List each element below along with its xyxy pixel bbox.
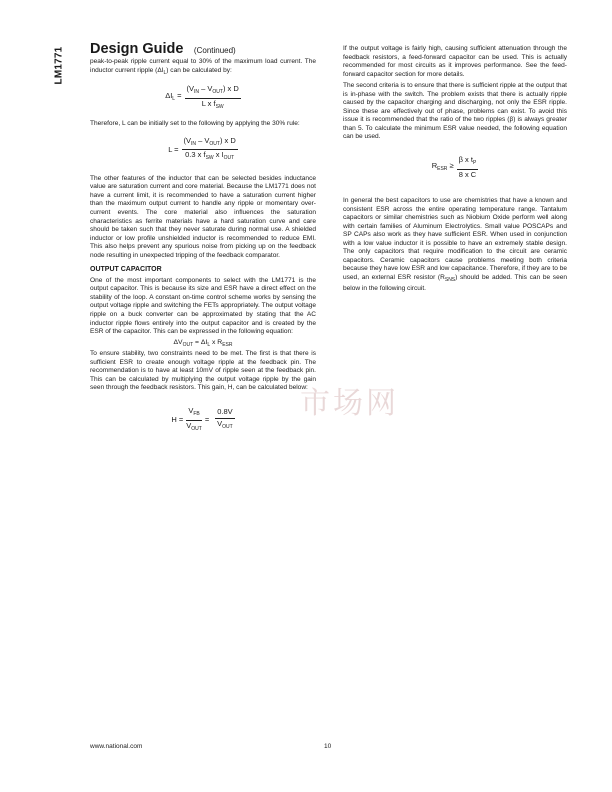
page-number: 10 xyxy=(324,743,332,750)
eq-equals: = xyxy=(204,414,210,424)
equation-inductance xyxy=(90,137,316,163)
section-title: Design Guide xyxy=(90,41,184,57)
equation-min-esr xyxy=(343,156,567,179)
paragraph: The second criteria is to ensure that there is sufficient ripple at the output that is in-phase with the switch. The problem exists that there is actually ripple caused by the capacitor charging and discharging, not only the ESR ripple. Since these are effectively out of phase, problems can exist. To avoid this issue it is recommended that the ratio of the two ripples (β) is always greater than 5. To calculate the minimum ESR value needed, the following equation can be used. xyxy=(343,82,567,141)
eq-lhs: L = xyxy=(168,144,179,154)
paragraph: If the output voltage is fairly high, causing sufficient attenuation through the feedback resistors, a feed-forward capacitor can be used. This is actually recommended for most circuits as it improves performance. See the feed-forward capacitor section for more details. xyxy=(343,45,567,78)
eq-lhs: $R_{ESR}$ ≥ xyxy=(431,160,454,172)
footer-url[interactable]: www.national.com xyxy=(90,743,143,750)
equation-output-ripple: $\Delta V_{OUT} = \Delta I_L$ x $R_{ESR}$ xyxy=(173,338,233,348)
paragraph: One of the most important components to select with the LM1771 is the output capacitor. This is because its size and ESR have a direct effect on the stability of the loop. A constant on-time control scheme works by sensing the output voltage ripple and switching the FETs appropriately. The output voltage ripple on a buck converter can be approximated by stating that the AC inductor ripple flows entirely into the output capacitor and is created by the ESR of the capacitor. This can be expressed in the following equation: xyxy=(90,276,316,336)
subsection-heading: OUTPUT CAPACITOR xyxy=(90,266,162,274)
eq-numerator: 0.8V xyxy=(215,408,234,419)
right-column xyxy=(343,45,567,296)
eq-numerator: $(V_{IN} - V_{OUT})$ x D xyxy=(185,85,241,99)
eq-denominator: 0.3 x $f_{SW}$ x $I_{OUT}$ xyxy=(185,150,235,162)
eq-denominator: $V_{OUT}$ xyxy=(217,419,233,430)
section-header xyxy=(90,40,236,58)
section-subtitle: (Continued) xyxy=(193,46,236,55)
paragraph: peak-to-peak ripple current equal to 30% of the maximum load current. The inductor current ripple $(\Delta I_L)$ can be calculated by: xyxy=(90,58,316,76)
eq-numerator: β x $t_P$ xyxy=(457,156,479,170)
paragraph: In general the best capacitors to use are chemistries that have a known and consistent ESR across the entire operating temperature range. Tantalum capacitors or similar chemistries such as Niobium Oxide perform well along with certain families of Aluminum Electrolytics. Small value POSCAPs and SP CAPs also work as they have sufficient ESR. When used in conjunction with a low value inductor it is possible to have an extremely stable design. The only capacitors that require modification to the circuit are ceramic capacitors. Ceramic capacitors cause problems meeting both criteria because they have low ESR and low capacitance. Therefore, if they are to be used, an external ESR resistor $(R_{SNS})$ should be added. This can be seen below in the following circuit. xyxy=(343,197,567,292)
paragraph: To ensure stability, two constraints need to be met. The first is that there is sufficient ESR to create enough voltage ripple at the feedback pin. The recommendation is to have at least 10mV of ripple seen at the feedback pin. This can be calculated by multiplying the output voltage ripple by the gain seen through the feedback resistors. This gain, H, can be calculated below: xyxy=(90,350,316,392)
eq-denominator: $V_{OUT}$ xyxy=(186,420,202,432)
eq-lhs: H = xyxy=(171,414,184,424)
equation-ripple xyxy=(90,85,316,111)
watermark: 市场网 xyxy=(300,386,399,421)
paragraph: The other features of the inductor that can be selected besides inductance value are saturation current and core material. Because the LM1771 does not have a current limit, it is recommended to have a saturation current higher than the maximum output current to handle any ripple or momentary over-current events. The core material also influences the saturation characteristics as ferrite materials have a hard saturation curve and care should be taken such that they never saturate during normal use. A shielded inductor or low profile unshielded inductor is recommended to reduce EMI. This also helps prevent any spurious noise from picking up on the feedback node resulting in unexpected tripping of the feedback comparator. xyxy=(90,174,316,259)
eq-lhs: $\Delta I_L$ = xyxy=(165,91,182,103)
eq-denominator: L x $f_{SW}$ xyxy=(201,98,224,110)
side-part-label: LM1771 xyxy=(53,46,65,85)
eq-numerator: $V_{FB}$ xyxy=(186,407,201,421)
eq-numerator: $(V_{IN} - V_{OUT})$ x D xyxy=(182,137,238,151)
eq-denominator: 8 x C xyxy=(458,169,477,179)
paragraph: Therefore, L can be initially set to the following by applying the 30% rule: xyxy=(90,120,300,128)
equation-gain xyxy=(90,407,316,433)
left-column xyxy=(90,58,316,442)
